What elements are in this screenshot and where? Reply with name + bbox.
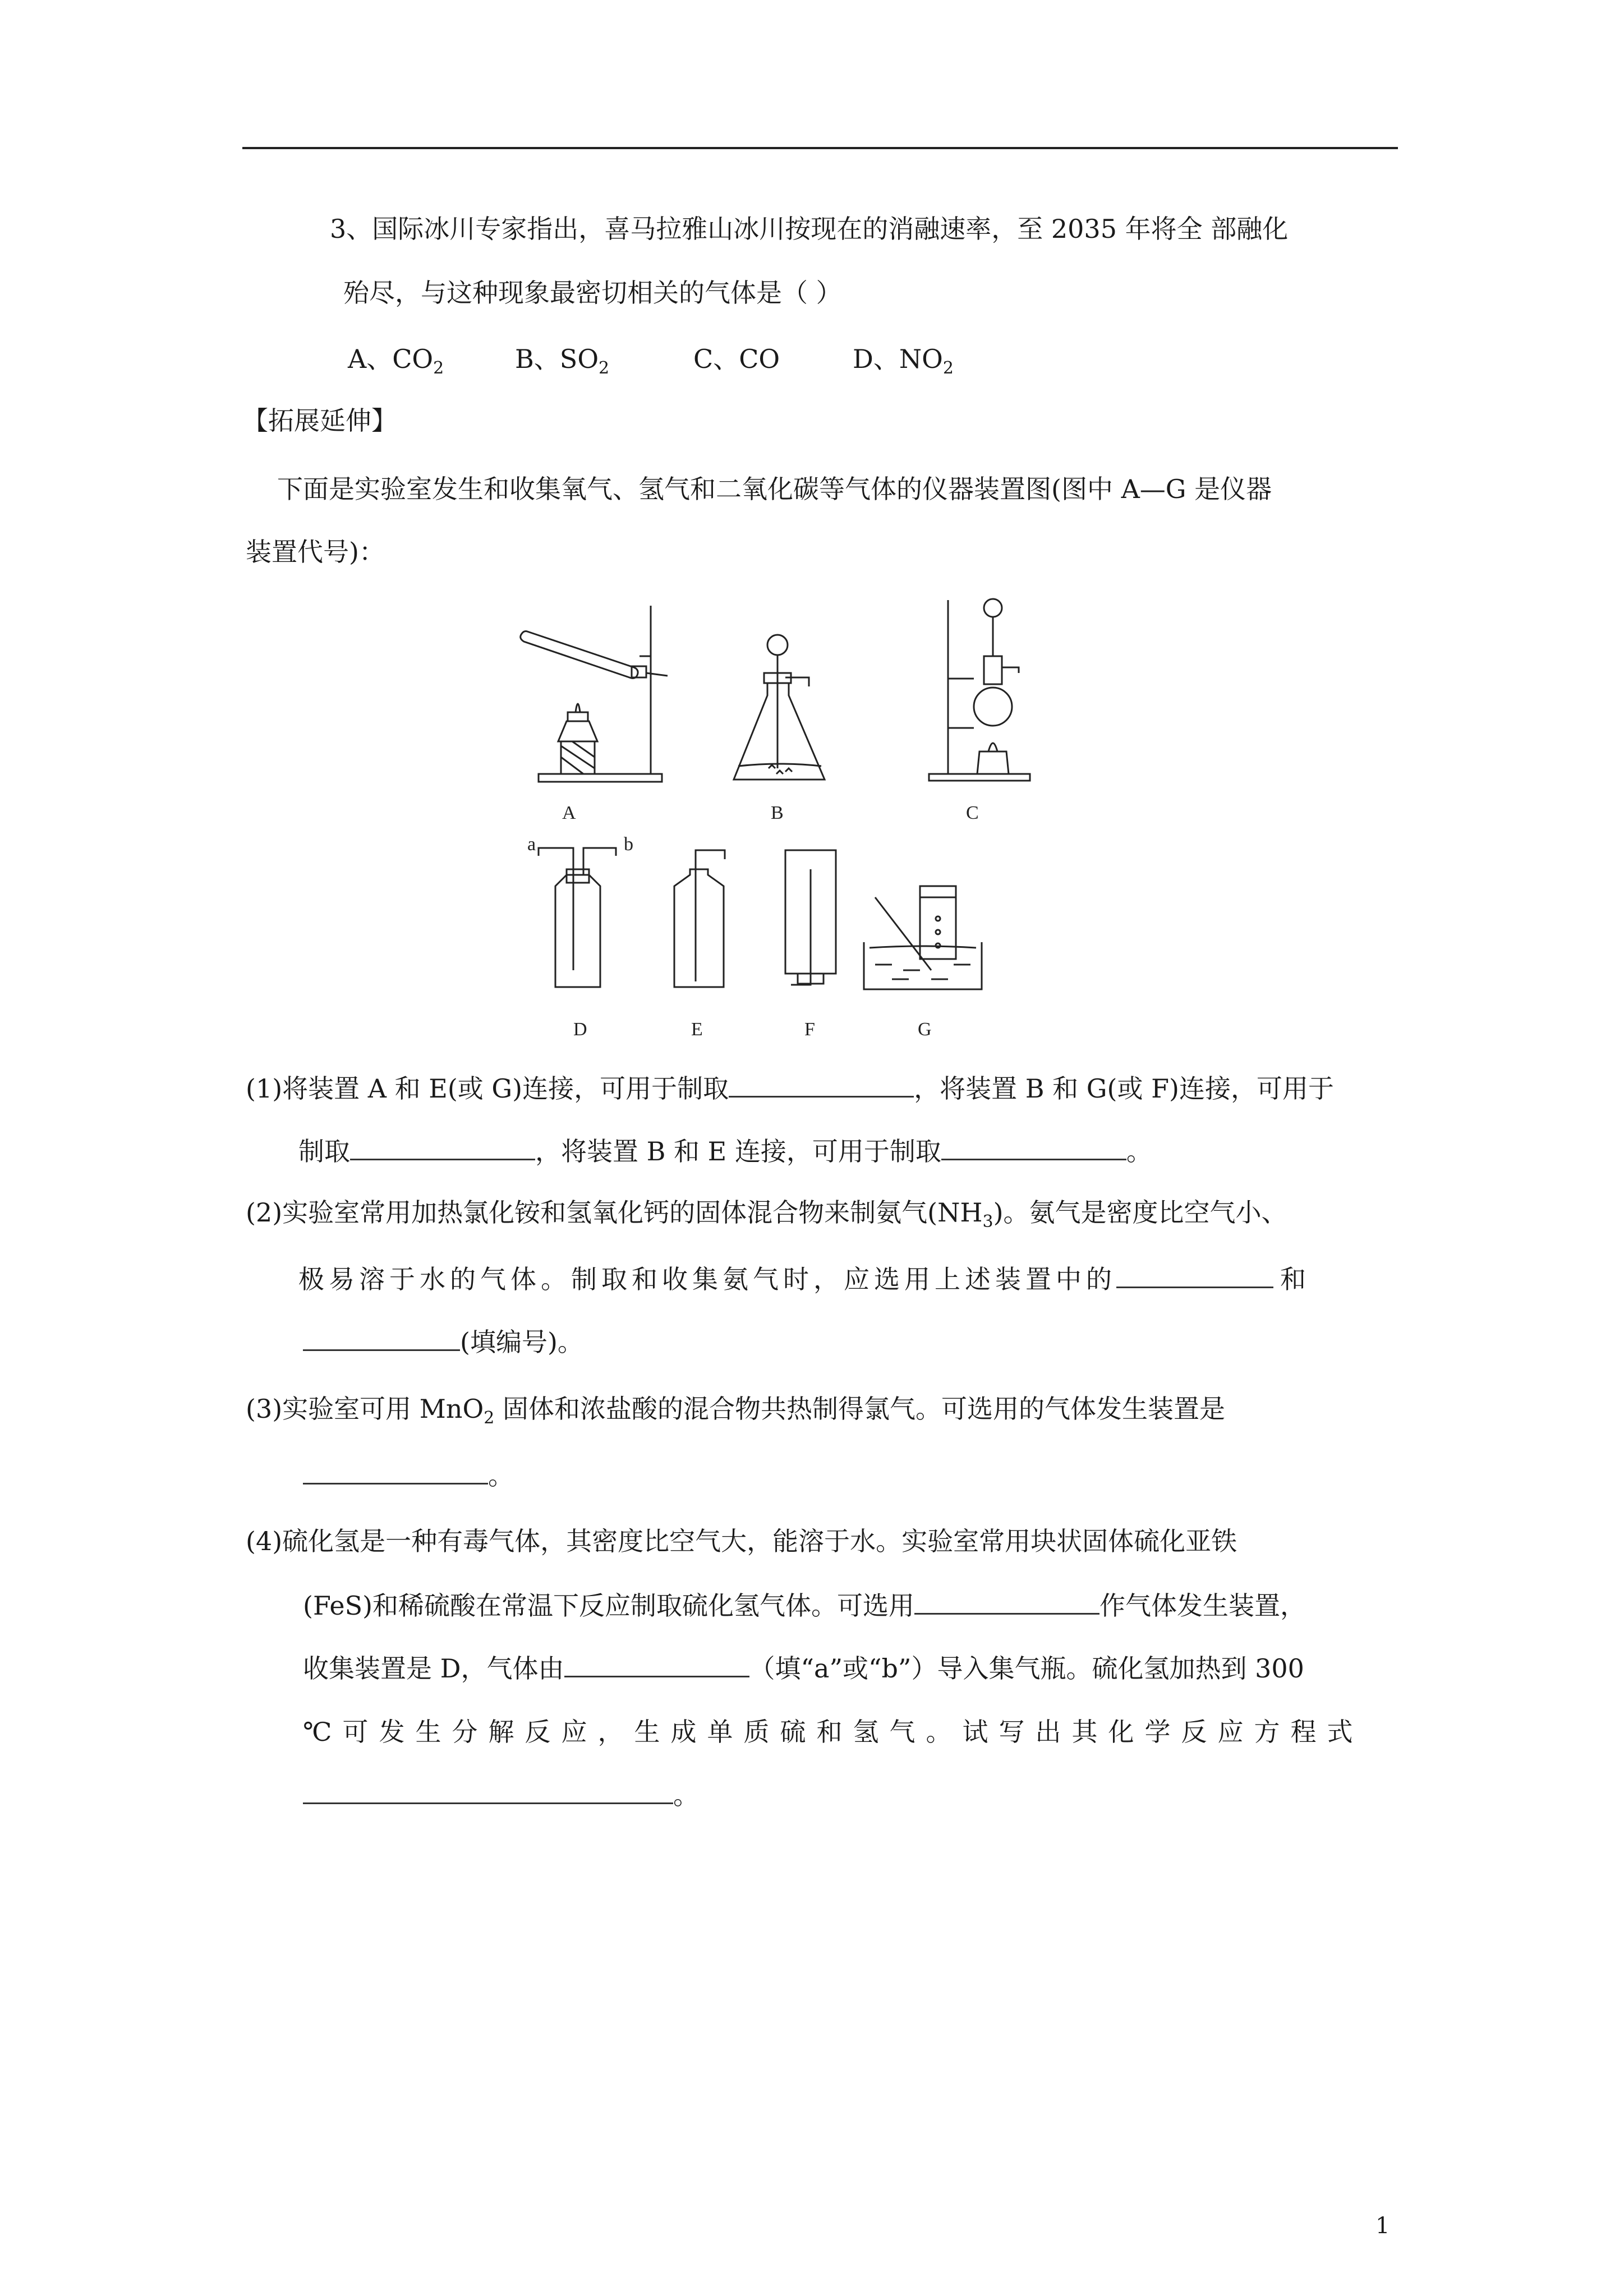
q3-option-d: D、$NO_2$: [853, 344, 954, 379]
label-g: G: [918, 1019, 932, 1040]
q1-blank-1[interactable]: [729, 1071, 914, 1098]
extension-intro-1: 下面是实验室发生和收集氧气、氢气和二氧化碳等气体的仪器装置图(图中 A—G 是仪器: [277, 474, 1272, 504]
q4-line-5: 。: [303, 1778, 699, 1812]
label-b: B: [771, 803, 784, 823]
page-number: 1: [1375, 2213, 1390, 2239]
q4-blank-1[interactable]: [914, 1588, 1099, 1615]
label-d: D: [573, 1019, 587, 1040]
q3-option-c: C、CO: [693, 344, 780, 374]
q4-blank-2[interactable]: [564, 1651, 749, 1677]
q4-line-4: ℃可发生分解反应，生成单质硫和氢气。试写出其化学反应方程式: [303, 1717, 1364, 1747]
q3-option-a: A、$CO_2$: [348, 344, 444, 379]
q4-line-1: (4)硫化氢是一种有毒气体，其密度比空气大，能溶于水。实验室常用块状固体硫化亚铁: [246, 1526, 1237, 1556]
label-c: C: [966, 803, 979, 823]
apparatus-c: [929, 599, 1030, 781]
q3b-blank-1[interactable]: [303, 1458, 488, 1484]
q2-blank-1[interactable]: [1116, 1262, 1273, 1288]
q3b-line-2: 。: [303, 1458, 514, 1492]
apparatus-g: [864, 886, 982, 989]
apparatus-d: [539, 848, 616, 987]
q4-line-2: (FeS)和稀硫酸在常温下反应制取硫化氢气体。可选用 作气体发生装置，: [303, 1588, 1306, 1622]
q1-line-2: 制取 ，将装置 B 和 E 连接，可用于制取 。: [298, 1134, 1152, 1168]
label-f: F: [804, 1019, 815, 1040]
q1-blank-3[interactable]: [941, 1134, 1126, 1160]
apparatus-a: [521, 606, 668, 782]
label-a: A: [562, 803, 576, 823]
q1-blank-2[interactable]: [350, 1134, 535, 1160]
q2-blank-2[interactable]: [303, 1325, 460, 1351]
q2-line-1: (2)实验室常用加热氯化铵和氢氧化钙的固体混合物来制氨气$(NH_3)$。氨气是密度比空气小、: [246, 1197, 1287, 1232]
q2-line-3: (填编号)。: [303, 1325, 583, 1359]
extension-intro-2: 装置代号)：: [246, 537, 385, 567]
header-rule: [242, 147, 1398, 149]
q4-line-3: 收集装置是 D，气体由 （填“a”或“b”）导入集气瓶。硫化氢加热到 300: [303, 1651, 1304, 1685]
label-tube-b: b: [624, 834, 633, 855]
q1-line-1: (1)将装置 A 和 E(或 G)连接，可用于制取 ，将装置 B 和 G(或 F)连接，可用于: [246, 1071, 1334, 1105]
apparatus-e: [674, 850, 725, 987]
apparatus-b: [734, 635, 825, 780]
q3-option-b: B、$SO_2$: [515, 344, 610, 379]
extension-heading: 【拓展延伸】: [242, 405, 397, 436]
q3-line-1: 3、国际冰川专家指出，喜马拉雅山冰川按现在的消融速率，至 2035 年将全 部融化: [330, 214, 1289, 244]
q4-blank-3[interactable]: [303, 1778, 673, 1804]
label-tube-a: a: [527, 834, 536, 855]
q2-line-2: 极易溶于水的气体。制取和收集氨气时，应选用上述装置中的 和: [298, 1262, 1306, 1296]
q3b-line-1: (3)实验室可用 MnO$_2$ 固体和浓盐酸的混合物共热制得氯气。可选用的气体发生装置是: [246, 1394, 1225, 1428]
apparatus-f: [785, 850, 836, 985]
apparatus-figure: [505, 583, 1111, 1054]
q3-line-2: 殆尽，与这种现象最密切相关的气体是（ ）: [343, 278, 842, 308]
label-e: E: [691, 1019, 703, 1040]
